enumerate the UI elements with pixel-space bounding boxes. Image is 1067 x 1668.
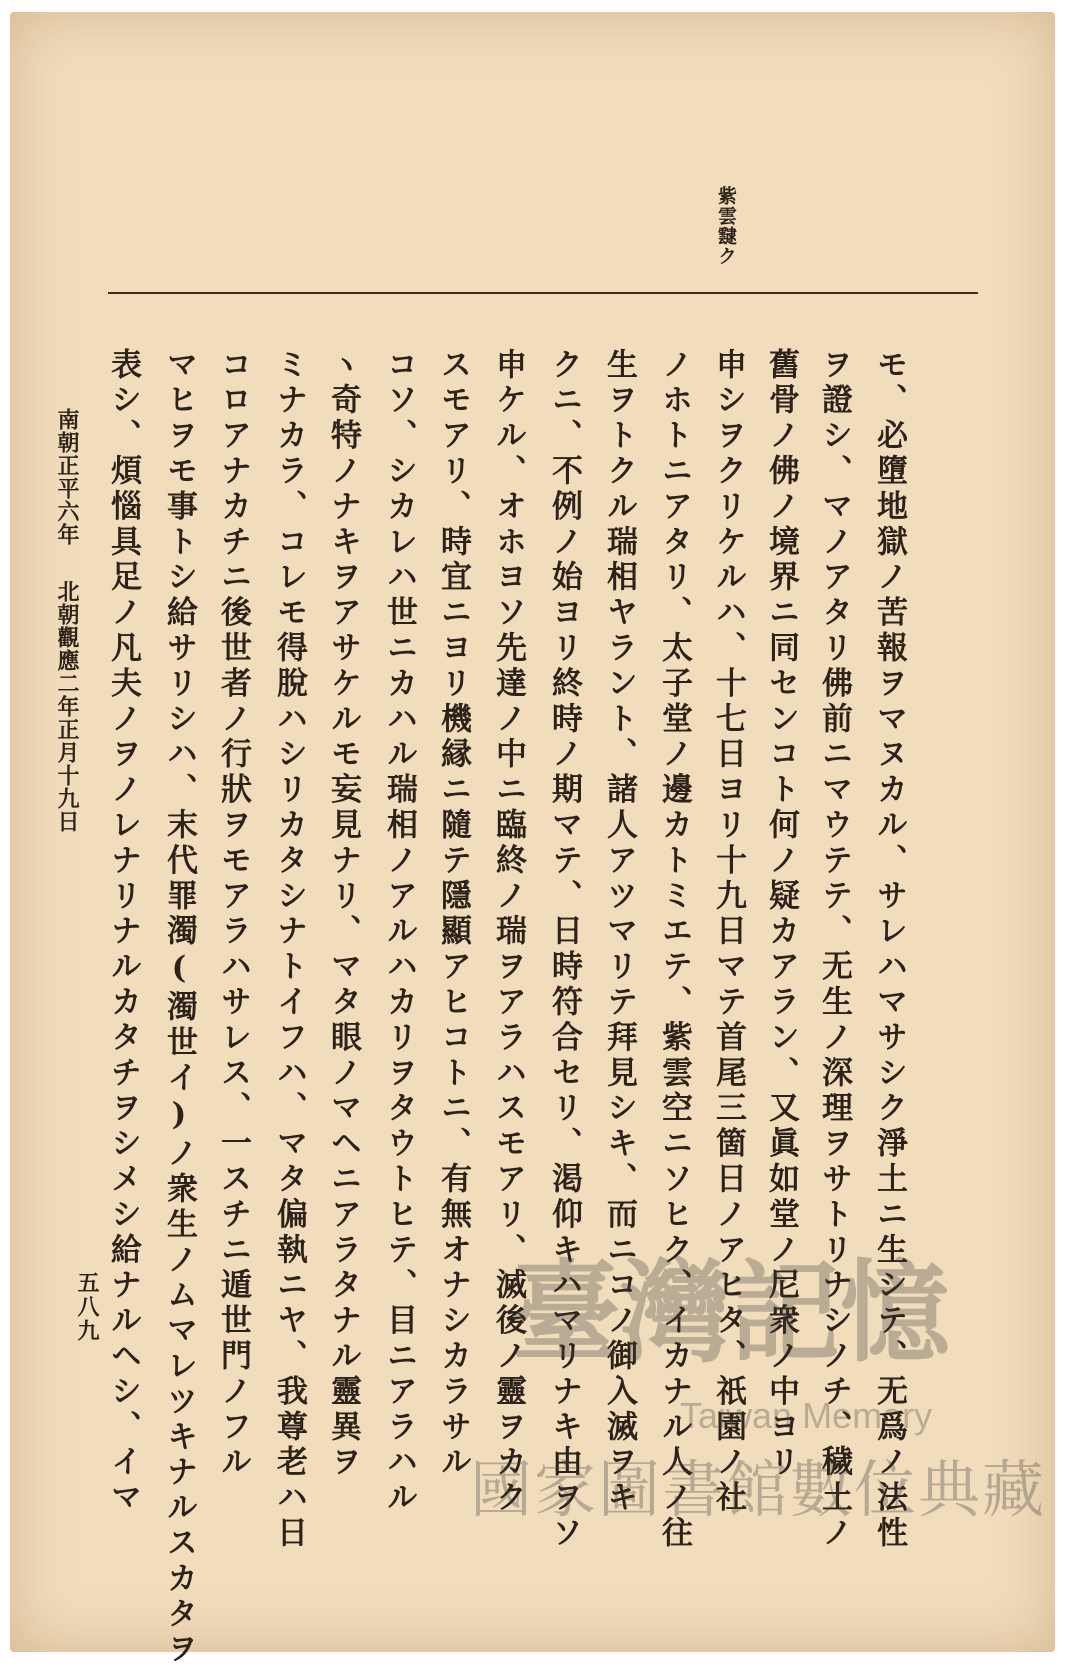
text-column: マヒヲモ事トシ給サリシハ、末代罪濁(濁世イ)ノ衆生ノムマレツキナルスカタヲ: [161, 348, 197, 1668]
watermark-logo-text: 臺灣記憶: [510, 1249, 950, 1377]
era-date-note: [52, 408, 83, 833]
text-column: 表シ、煩惱具足ノ凡夫ノヲノレナリナルカタチヲシメシ給ナルヘシ、イマ: [105, 348, 141, 1517]
text-column: ミナカラ、コレモ得脫ハシリカタシナトイフハ、マタ偏執ニヤ、我尊老ハ日: [271, 348, 307, 1552]
header-rule: [108, 292, 978, 294]
text-column: 申ケル、オホヨソ先達ノ中ニ臨終ノ瑞ヲアラハスモアリ、滅後ノ靈ヲカク: [490, 348, 526, 1517]
running-header: 紫雲靆ク: [715, 186, 737, 266]
text-column: ヲ證シ、マノアタリ佛前ニマウテテ、无生ノ深理ヲサトリナシノチ、穢土ノ: [816, 348, 852, 1552]
text-column: モ、必墮地獄ノ苦報ヲマヌカル、サレハマサシク淨土ニ生シテ、无爲ノ法性: [871, 348, 907, 1552]
text-column: スモアリ、時宜ニヨリ機縁ニ隨テ隱顯アヒコトニ、有無オナシカラサル: [435, 348, 471, 1481]
text-column: ノホトニアタリ、太子堂ノ邊カトミエテ、紫雲空ニソヒク、イカナル人ノ往: [656, 348, 692, 1552]
text-column: コロアナカチニ後世者ノ行狀ヲモアラハサレス、一スチニ遁世門ノフル: [215, 348, 251, 1481]
text-column: ヽ奇特ノナキヲアサケルモ妄見ナリ、マタ眼ノマヘニアラタナル靈異ヲ: [325, 348, 361, 1481]
era-north: 北朝觀應二年正月十九日: [54, 580, 80, 833]
text-column: 生ヲトクル瑞相ヤラント、諸人アツマリテ拜見シキ、而ニコノ御入滅ヲキ: [601, 348, 637, 1517]
text-column: コソ、シカレハ世ニカハル瑞相ノアルハカリヲタウトヒテ、目ニアラハル: [381, 348, 417, 1517]
text-column: 申シヲクリケルハ、十七日ヨリ十九日マテ首尾三箇日ノアヒタ、祇園ノ社: [710, 348, 746, 1517]
watermark-english: Taiwan Memory: [680, 1395, 933, 1436]
era-south: 南朝正平六年: [54, 408, 80, 546]
watermark-institution: 國家圖書館數位典藏: [470, 1453, 1047, 1526]
text-column: 舊骨ノ佛ノ境界ニ同センコト何ノ疑カアラン、又眞如堂ノ尼衆ノ中ヨリ: [763, 348, 799, 1481]
page-number: 五八九: [74, 1271, 100, 1343]
text-column: クニ、不例ノ始ヨリ終時ノ期マテ、日時符合セリ、渇仰キハマリナキ由ヲソ: [546, 348, 582, 1552]
